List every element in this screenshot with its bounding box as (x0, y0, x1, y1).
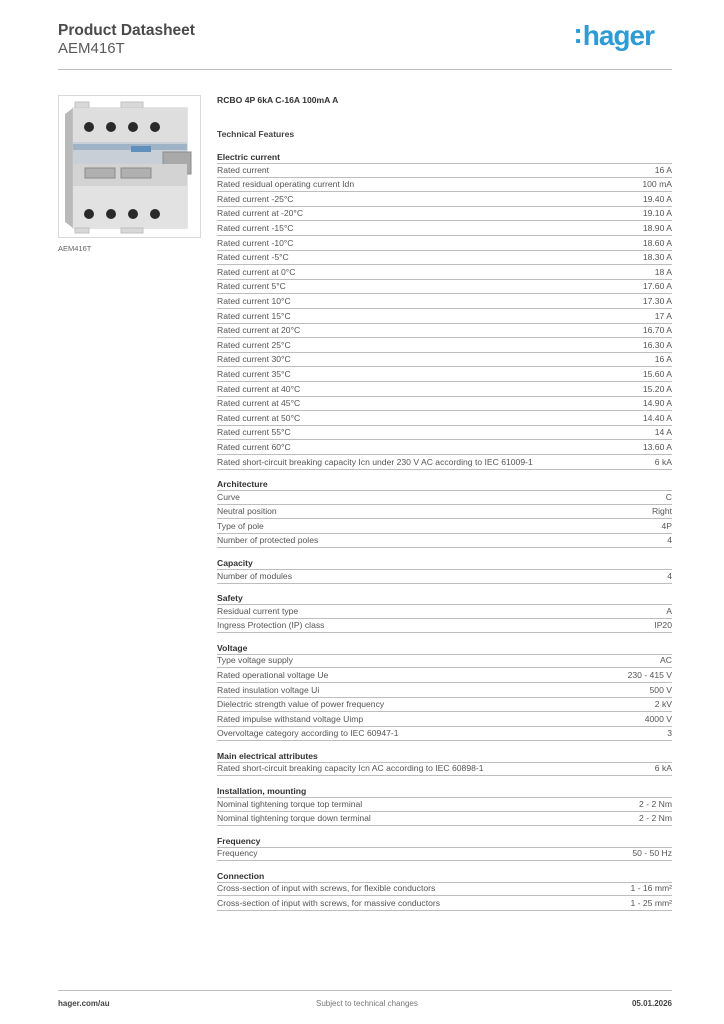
spec-label: Rated current 55°C (217, 427, 291, 438)
spec-label: Rated current -10°C (217, 237, 294, 248)
spec-label: Rated current -25°C (217, 193, 294, 204)
spec-value: 4 (667, 535, 672, 546)
spec-value: 2 - 2 Nm (639, 798, 672, 809)
spec-value: Right (651, 506, 672, 517)
section-title: Main electrical attributes (217, 750, 318, 761)
spec-label: Rated current at 20°C (217, 325, 301, 336)
spec-value: 100 mA (642, 179, 672, 190)
spec-value: A (666, 605, 672, 616)
spec-row (217, 309, 672, 324)
spec-value: 3 (667, 728, 672, 739)
spec-row (217, 265, 672, 280)
spec-label: Rated current 25°C (217, 339, 291, 350)
spec-row (217, 797, 672, 812)
spec-row (217, 426, 672, 441)
section-title: Electric current (217, 152, 281, 162)
page-header (58, 18, 672, 70)
spec-row (217, 294, 672, 309)
spec-label: Rated current 60°C (217, 441, 291, 452)
page-footer (58, 990, 672, 1016)
spec-label: Overvoltage category according to IEC 60947-1 (217, 728, 399, 739)
spec-label: Rated current 30°C (217, 354, 291, 365)
spec-label: Rated current at 45°C (217, 398, 301, 409)
spec-value: 13.60 A (642, 441, 672, 452)
product-name: RCBO 4P 6kA C-16A 100mA A (217, 95, 339, 105)
spec-value: 16 A (654, 354, 672, 365)
spec-row (217, 440, 672, 455)
spec-value: 4000 V (644, 713, 672, 724)
spec-value: 6 kA (654, 763, 672, 774)
spec-row (217, 896, 672, 911)
spec-value: 500 V (649, 684, 672, 695)
spec-label: Type of pole (217, 520, 264, 531)
product-code: AEM416T (58, 40, 125, 57)
spec-row (217, 324, 672, 339)
spec-row (217, 490, 672, 505)
spec-row (217, 534, 672, 549)
spec-row (217, 519, 672, 534)
spec-label: Residual current type (217, 605, 299, 616)
spec-row (217, 882, 672, 897)
spec-label: Rated impulse withstand voltage Uimp (217, 713, 364, 724)
spec-label: Number of modules (217, 570, 292, 581)
spec-label: Nominal tightening torque top terminal (217, 798, 363, 809)
spec-row (217, 712, 672, 727)
spec-row (217, 698, 672, 713)
section-title: Safety (217, 593, 243, 604)
spec-label: Cross-section of input with screws, for massive conductors (217, 897, 441, 908)
spec-row (217, 411, 672, 426)
spec-label: Rated current -5°C (217, 252, 289, 263)
product-image (58, 95, 201, 238)
spec-value: 18.30 A (642, 252, 672, 263)
section-title: Voltage (217, 642, 248, 653)
spec-label: Rated current at 40°C (217, 383, 301, 394)
spec-value: 14.90 A (642, 398, 672, 409)
section-title: Connection (217, 870, 265, 881)
page-title: Product Datasheet (58, 22, 195, 39)
product-image-caption: AEM416T (58, 244, 92, 253)
spec-label: Rated current (217, 164, 270, 175)
spec-row (217, 604, 672, 619)
spec-value: C (665, 491, 672, 502)
technical-features-title: Technical Features (217, 129, 295, 139)
section-title: Capacity (217, 558, 253, 568)
spec-value: 18.90 A (642, 222, 672, 233)
hager-logo: :hager (573, 18, 654, 51)
section-title: Installation, mounting (217, 786, 307, 796)
spec-label: Cross-section of input with screws, for flexible conductors (217, 883, 436, 894)
spec-value: 1 - 25 mm² (630, 897, 672, 908)
footer-website: hager.com/au (58, 999, 110, 1008)
spec-row (217, 397, 672, 412)
spec-label: Type voltage supply (217, 655, 293, 666)
spec-value: 6 kA (654, 456, 672, 467)
spec-label: Rated short-circuit breaking capacity Icn AC according to IEC 60898-1 (217, 763, 484, 774)
spec-value: 17 A (654, 310, 672, 321)
spec-label: Number of protected poles (217, 535, 319, 546)
spec-row (217, 251, 672, 266)
spec-value: 16.70 A (642, 325, 672, 336)
spec-label: Rated current at 50°C (217, 412, 301, 423)
spec-label: Rated current at -20°C (217, 208, 304, 219)
spec-row (217, 812, 672, 827)
spec-value: IP20 (654, 620, 672, 631)
logo-dots-icon: : (573, 18, 582, 49)
spec-value: AC (660, 655, 672, 666)
spec-label: Neutral position (217, 506, 277, 517)
spec-label: Rated operational voltage Ue (217, 669, 329, 680)
spec-row (217, 619, 672, 634)
spec-row (217, 505, 672, 520)
spec-row (217, 668, 672, 683)
spec-row (217, 192, 672, 207)
spec-row (217, 762, 672, 777)
spec-row (217, 367, 672, 382)
spec-label: Curve (217, 491, 240, 502)
spec-value: 19.10 A (642, 208, 672, 219)
spec-value: 17.30 A (642, 295, 672, 306)
spec-label: Rated current 10°C (217, 295, 291, 306)
spec-value: 230 - 415 V (627, 669, 672, 680)
footer-date: 05.01.2026 (631, 999, 672, 1008)
spec-row (217, 727, 672, 742)
spec-row (217, 654, 672, 669)
spec-value: 17.60 A (642, 281, 672, 292)
spec-row (217, 455, 672, 470)
spec-value: 4 (667, 570, 672, 581)
spec-value: 14.40 A (642, 412, 672, 423)
spec-row (217, 382, 672, 397)
spec-value: 15.60 A (642, 368, 672, 379)
spec-value: 2 kV (654, 699, 672, 710)
spec-value: 18 A (654, 266, 672, 277)
spec-label: Rated current 5°C (217, 281, 286, 292)
spec-value: 50 - 50 Hz (632, 848, 672, 859)
spec-value: 16.30 A (642, 339, 672, 350)
spec-value: 19.40 A (642, 193, 672, 204)
spec-label: Rated short-circuit breaking capacity Icn under 230 V AC according to IEC 61009-1 (217, 456, 533, 467)
spec-row (217, 683, 672, 698)
spec-row (217, 280, 672, 295)
spec-label: Rated current -15°C (217, 222, 294, 233)
spec-label: Rated insulation voltage Ui (217, 684, 320, 695)
section-title: Architecture (217, 479, 268, 490)
spec-row (217, 178, 672, 193)
spec-row (217, 847, 672, 862)
spec-row (217, 236, 672, 251)
spec-value: 4P (661, 520, 672, 531)
spec-row (217, 353, 672, 368)
spec-row (217, 221, 672, 236)
section-title: Frequency (217, 835, 261, 846)
spec-row (217, 338, 672, 353)
spec-row (217, 207, 672, 222)
spec-value: 15.20 A (642, 383, 672, 394)
spec-row (217, 163, 672, 178)
spec-label: Frequency (217, 848, 258, 859)
spec-label: Nominal tightening torque down terminal (217, 813, 371, 824)
spec-value: 14 A (654, 427, 672, 438)
spec-value: 18.60 A (642, 237, 672, 248)
spec-label: Ingress Protection (IP) class (217, 620, 325, 631)
footer-disclaimer: Subject to technical changes (316, 999, 418, 1008)
spec-row (217, 569, 672, 584)
spec-value: 16 A (654, 164, 672, 175)
spec-label: Rated current 35°C (217, 368, 291, 379)
circuit-breaker-image (59, 96, 200, 237)
spec-label: Rated current at 0°C (217, 266, 296, 277)
spec-value: 2 - 2 Nm (639, 813, 672, 824)
spec-label: Rated residual operating current Idn (217, 179, 355, 190)
spec-label: Dielectric strength value of power frequency (217, 699, 385, 710)
spec-value: 1 - 16 mm² (630, 883, 672, 894)
spec-label: Rated current 15°C (217, 310, 291, 321)
